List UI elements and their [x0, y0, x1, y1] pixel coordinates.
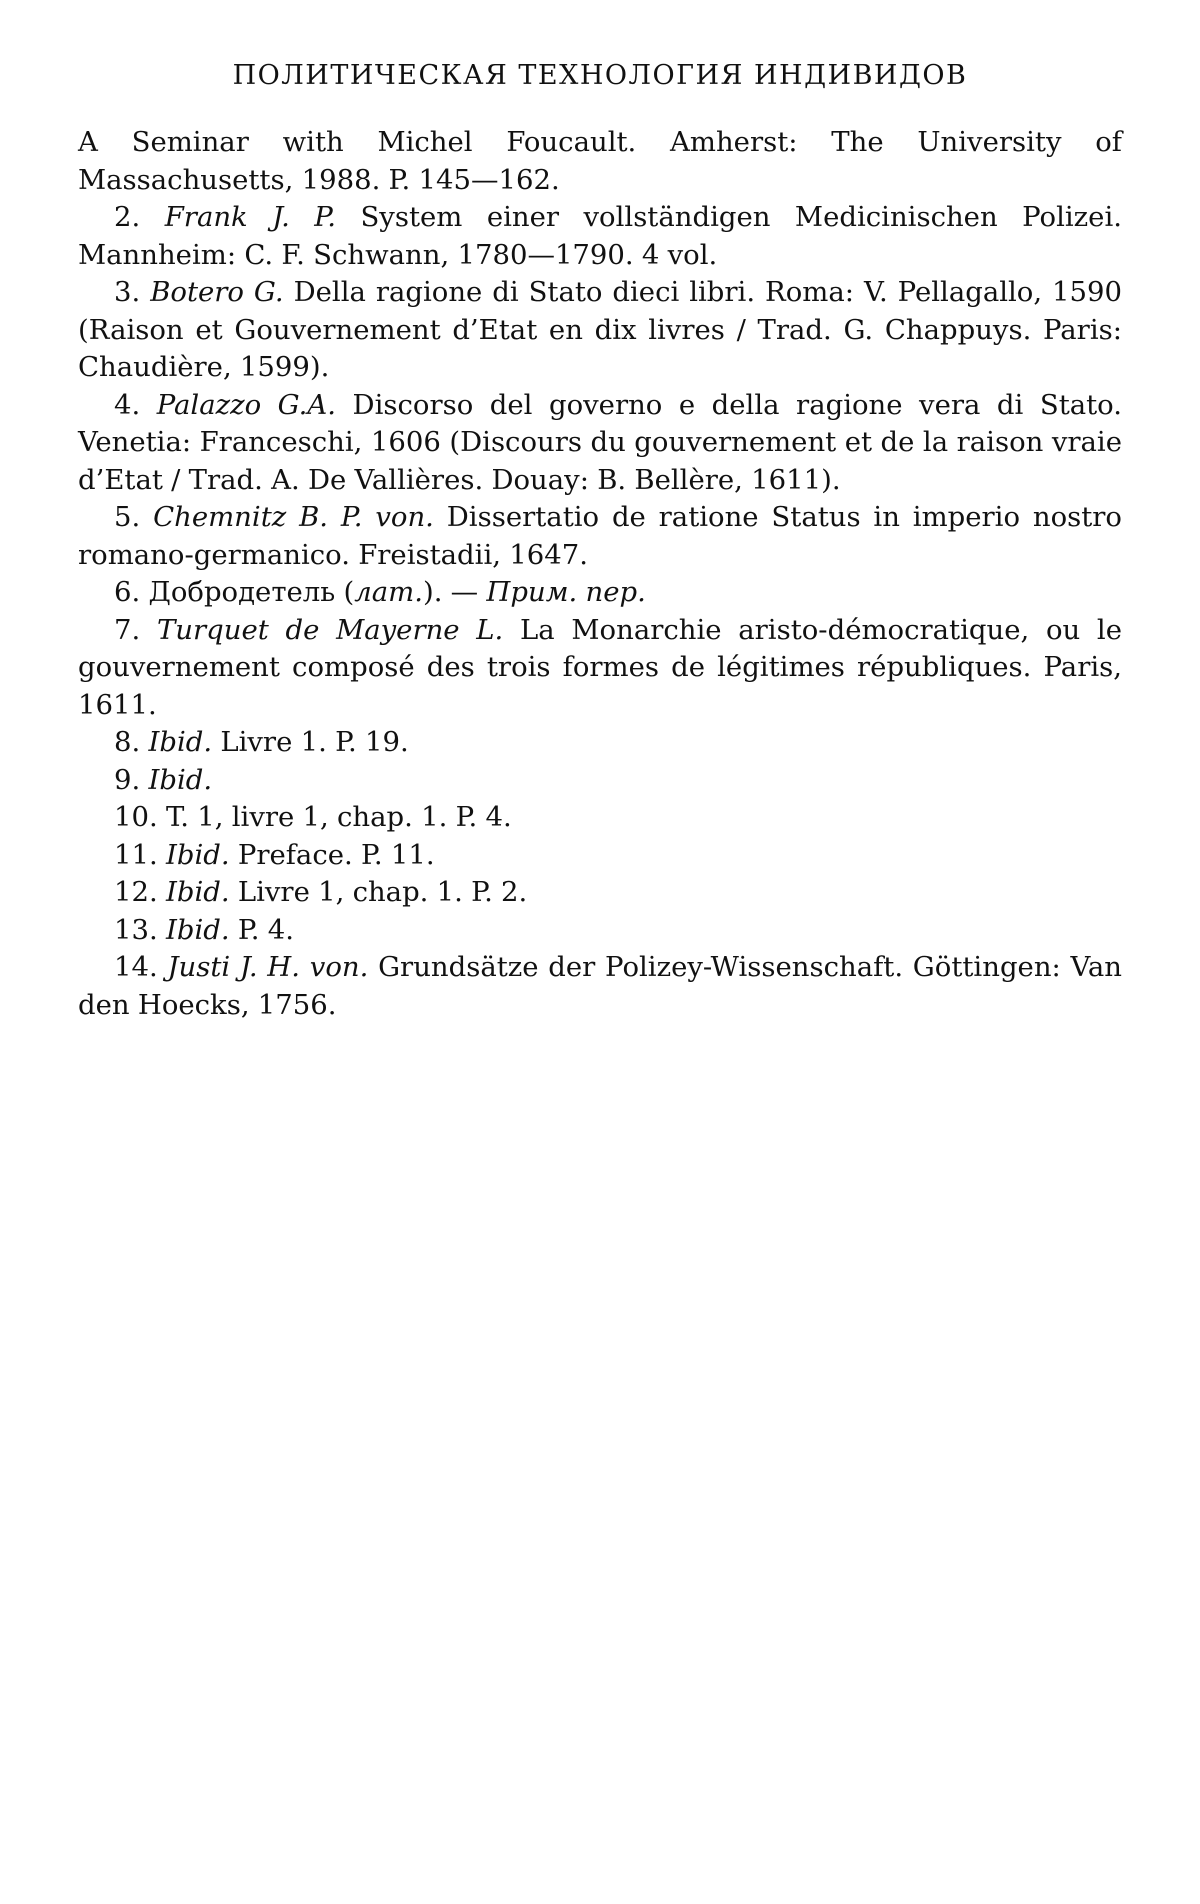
note-14 — [78, 949, 1122, 1024]
note-translator-remark: Прим. пер. — [486, 576, 646, 608]
note-text: Dissertatio de ratione Status in imperio nostro romano-germanico. Freistadii, 1647. — [78, 501, 1122, 571]
note-text: Добродетель ( — [148, 576, 355, 608]
note-text: Livre 1, chap. 1. P. 2. — [229, 876, 528, 908]
note-author: Chemnitz B. P. von. — [153, 501, 434, 533]
note-author: Frank J. P. — [164, 201, 336, 233]
note-2 — [78, 199, 1122, 274]
note-text: Discorso del governo e della ragione vera di Stato. Venetia: Franceschi, 1606 (Discours du gouvernement et de la raison vraie d’Etat / Trad. A. De Vallières. Douay: B. Bellère, 1611). — [78, 388, 1123, 496]
note-author: Ibid. — [165, 838, 230, 871]
note-number: 7. — [114, 613, 157, 646]
note-5 — [78, 499, 1122, 574]
notes-list — [78, 124, 1122, 1024]
note-text: Livre 1. P. 19. — [212, 726, 409, 758]
note-12 — [78, 874, 1122, 912]
note-author: Justi J. H. von. — [167, 951, 369, 983]
note-11 — [78, 837, 1122, 875]
note-4 — [78, 387, 1122, 500]
note-author: Botero G. — [150, 276, 284, 308]
note-text: T. 1, livre 1, chap. 1. P. 4. — [165, 801, 512, 833]
note-number: 14. — [114, 951, 168, 983]
note-number: 9. — [114, 763, 149, 796]
note-7 — [78, 612, 1122, 725]
note-8 — [78, 724, 1122, 762]
running-head: ПОЛИТИЧЕСКАЯ ТЕХНОЛОГИЯ ИНДИВИДОВ — [232, 60, 968, 91]
note-6 — [78, 574, 1122, 612]
note-text-after: ). — — [422, 576, 487, 608]
note-number: 6. — [114, 576, 149, 608]
note-italic-lang: лат. — [354, 576, 423, 608]
note-1 — [78, 124, 1122, 199]
note-number: 4. — [114, 388, 157, 421]
note-1-text: A Seminar with Michel Foucault. Amherst: The University of Massachusetts, 1988. P. 145—162. — [78, 126, 1122, 196]
note-author: Ibid. — [165, 876, 230, 908]
note-number: 12. — [114, 876, 166, 908]
note-text: P. 4. — [229, 913, 294, 946]
note-13 — [78, 912, 1122, 950]
note-author: Ibid. — [148, 726, 213, 758]
note-number: 13. — [114, 913, 166, 946]
note-number: 3. — [114, 276, 151, 308]
note-author: Turquet de Mayerne L. — [156, 613, 504, 646]
note-author: Ibid. — [165, 913, 230, 946]
page — [78, 58, 1122, 1024]
note-number: 10. — [114, 801, 166, 833]
note-number: 11. — [114, 838, 166, 871]
note-text: Della ragione di Stato dieci libri. Roma: V. Pellagallo, 1590 (Raison et Gouvernement d’Etat en dix livres / Trad. G. Chappuys. Paris: Chaudière, 1599). — [78, 276, 1123, 383]
note-text: La Monarchie aristo-démocratique, ou le gouvernement composé des trois formes de légitimes républiques. Paris, 1611. — [78, 613, 1122, 721]
note-number: 8. — [114, 726, 149, 758]
note-3 — [78, 274, 1122, 387]
note-author: Ibid. — [148, 763, 213, 796]
note-10 — [78, 799, 1122, 837]
note-text: Grundsätze der Polizey-Wissenschaft. Göttingen: Van den Hoecks, 1756. — [78, 951, 1122, 1021]
note-9 — [78, 762, 1122, 800]
note-text: System einer vollständigen Medicinischen Polizei. Mannheim: C. F. Schwann, 1780—1790. 4 vol. — [78, 201, 1122, 271]
note-number: 5. — [114, 501, 154, 533]
note-text: Preface. P. 11. — [229, 838, 435, 871]
note-author: Palazzo G.A. — [156, 388, 337, 421]
note-number: 2. — [114, 201, 165, 233]
